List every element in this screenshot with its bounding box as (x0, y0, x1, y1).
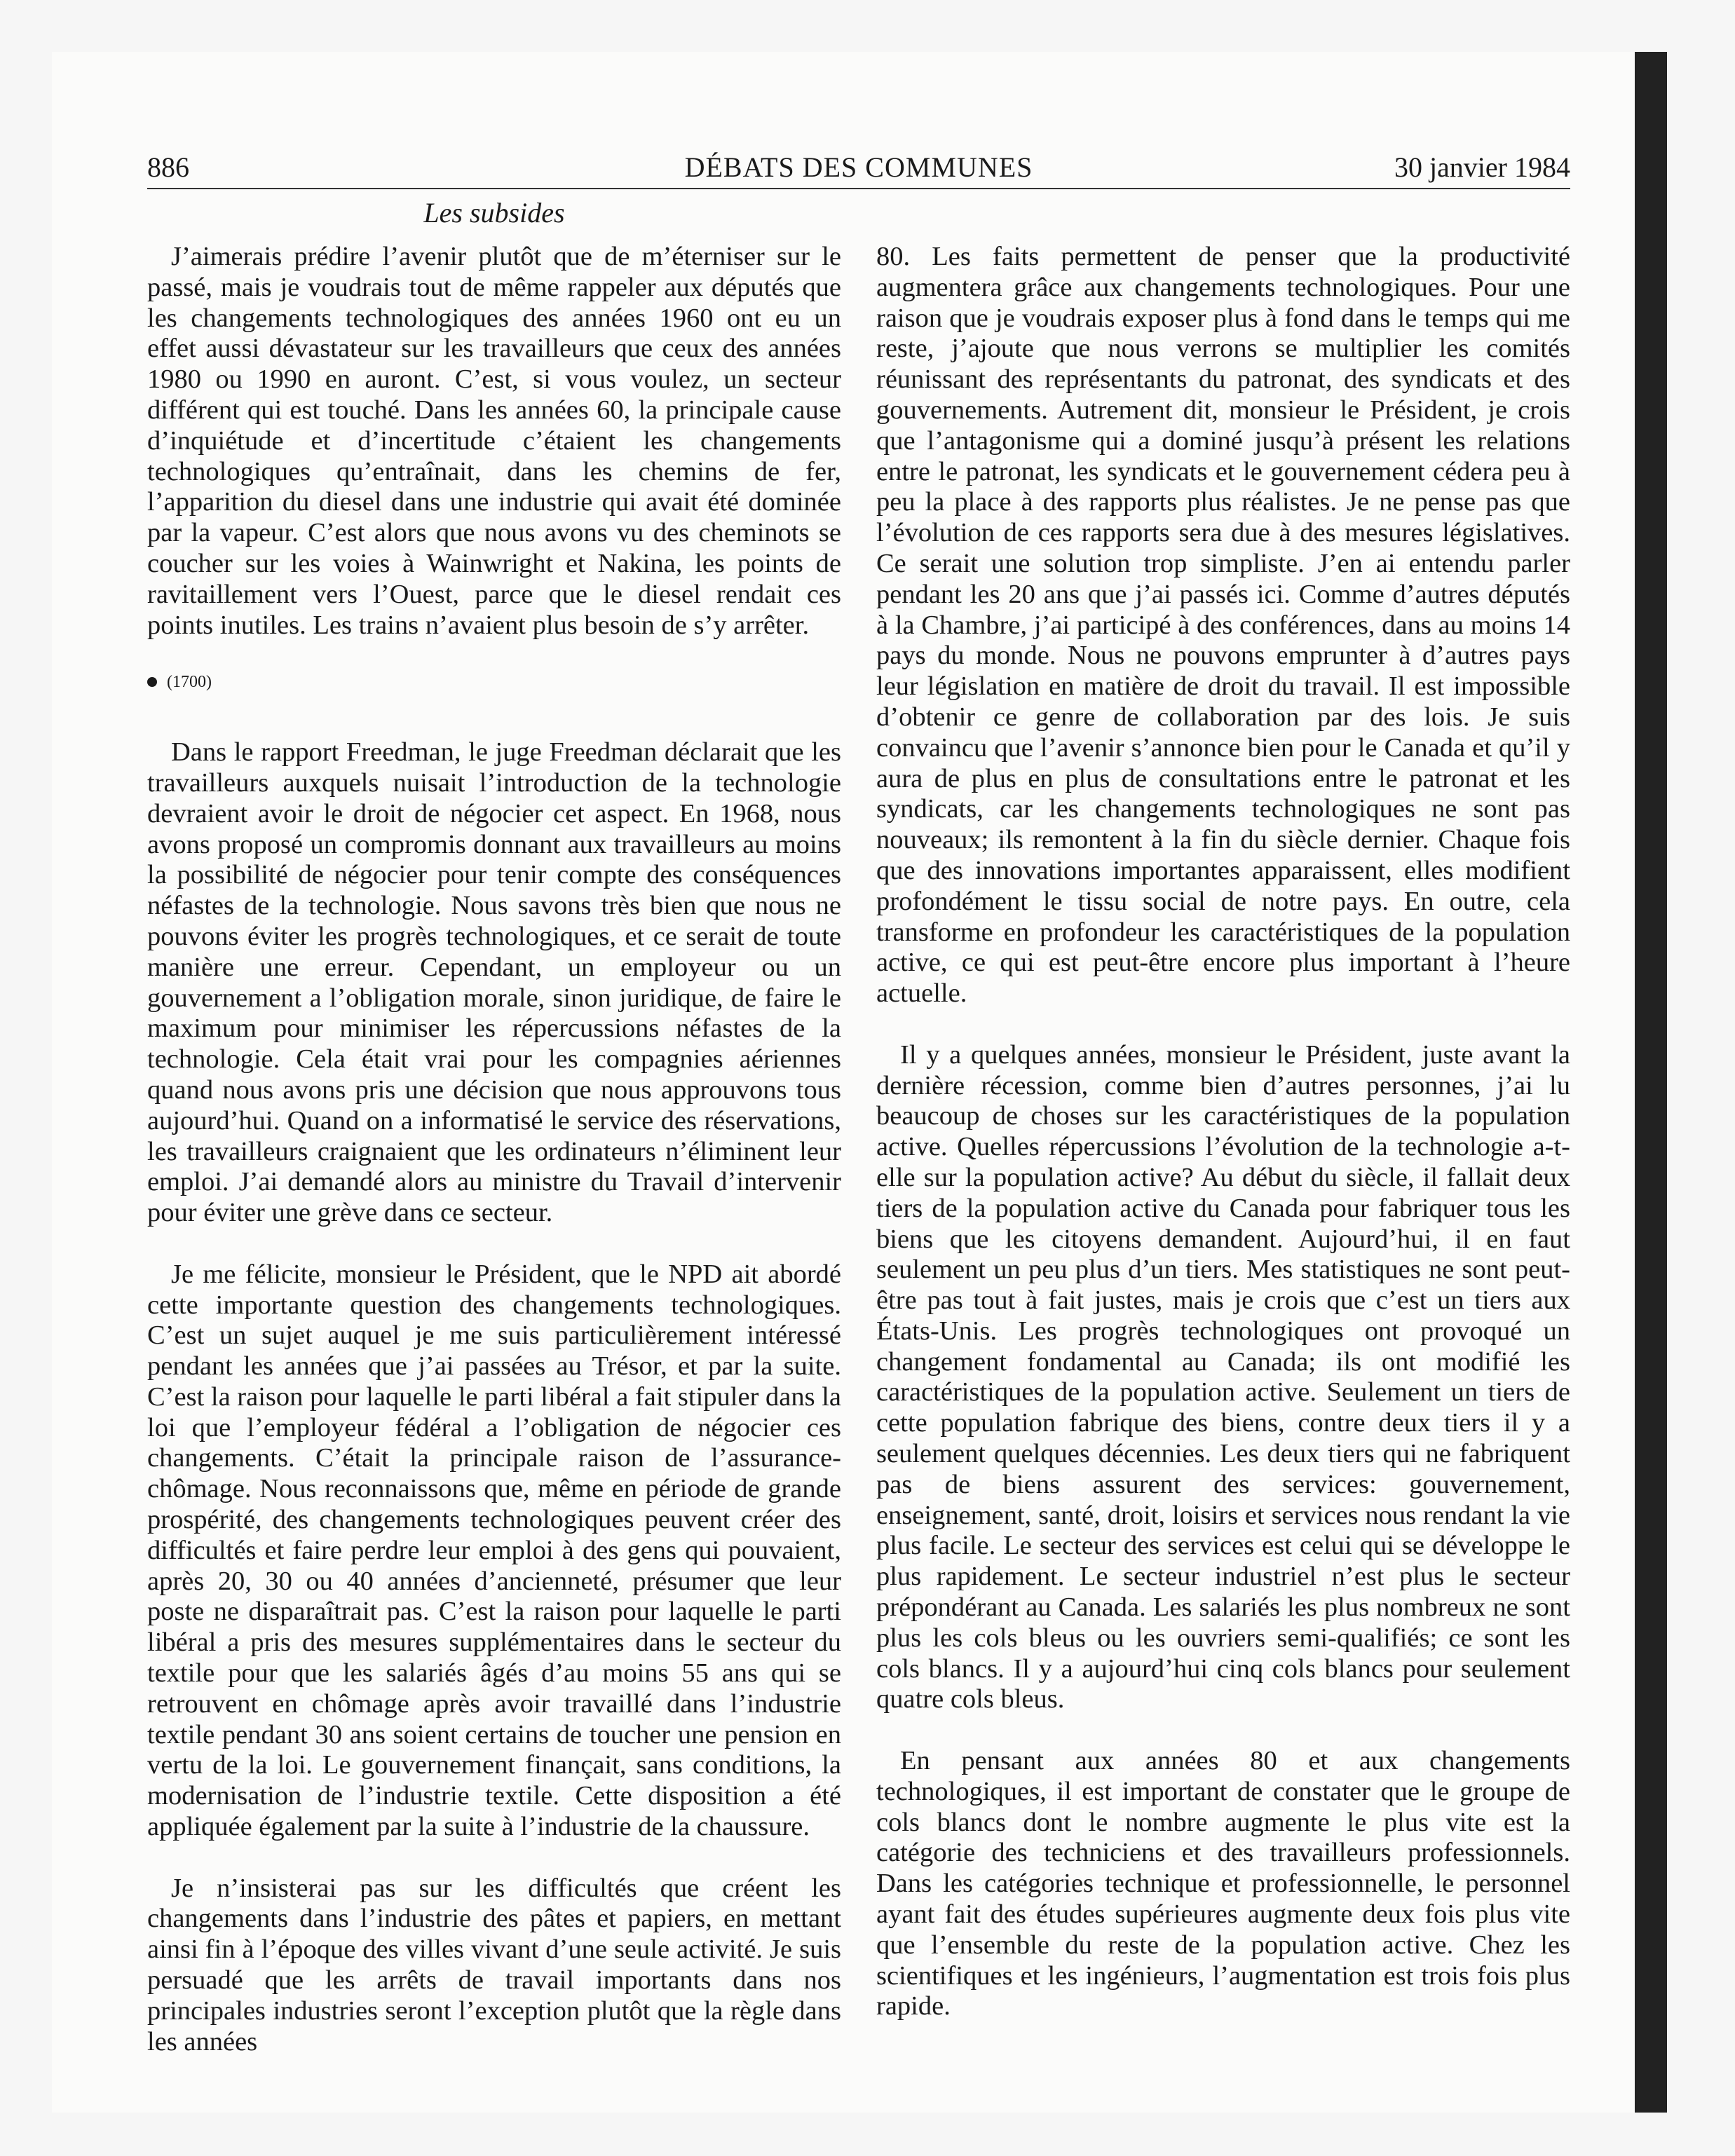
page-date: 30 janvier 1984 (1394, 151, 1570, 183)
publication-title: DÉBATS DES COMMUNES (684, 151, 1033, 183)
left-column (147, 242, 841, 2088)
time-marker-label: (1700) (167, 673, 212, 692)
right-column (876, 242, 1570, 2053)
paragraph: En pensant aux années 80 et aux changements technologiques, il est important de constater que le groupe de cols blancs dont le nombre augmente le plus vite est la catégorie des techniciens et des travailleurs professionnels. Dans les catégories technique et professionnelle, le personnel ayant fait des études supérieures augmente deux fois plus vite que l’ensemble du reste de la population active. Chez les scientifiques et les ingénieurs, l’augmentation est trois fois plus rapide. (876, 1746, 1570, 2021)
bullet-icon (147, 677, 157, 687)
page-number: 886 (147, 151, 189, 183)
paragraph: Dans le rapport Freedman, le juge Freedman déclarait que les travailleurs auxquels nuisait l’introduction de la technologie devraient avoir le droit de négocier cet aspect. En 1968, nous avons proposé un compromis donnant aux travailleurs au moins la possibilité de négocier pour tenir compte des conséquences néfastes de la technologie. Nous savons très bien que nous ne pouvons éviter les progrès technologiques, et ce serait de toute manière une erreur. Cependant, un employeur ou un gouvernement a l’obligation morale, sinon juridique, de faire le maximum pour minimiser les répercussions néfastes de la technologie. Cela était vrai pour les compagnies aériennes quand nous avons pris une décision que nous approuvons tous aujourd’hui. Quand on a informatisé le service des réservations, les travailleurs craignaient que les ordinateurs n’éliminent leur emploi. J’ai demandé alors au ministre du Travail d’intervenir pour éviter une grève dans ce secteur. (147, 737, 841, 1228)
paragraph: J’aimerais prédire l’avenir plutôt que de m’éterniser sur le passé, mais je voudrais tout de même rappeler aux députés que les changements technologiques des années 1960 ont eu un effet aussi dévastateur sur les travailleurs que ceux des années 1980 ou 1990 en auront. C’est, si vous voulez, un secteur différent qui est touché. Dans les années 60, la principale cause d’inquiétude et d’incertitude c’étaient les changements technologiques qu’entraînait, dans les chemins de fer, l’apparition du diesel dans une industrie qui avait été dominée par la vapeur. C’est alors que nous avons vu des cheminots se coucher sur les voies à Wainwright et Nakina, les points de ravitaillement vers l’Ouest, parce que le diesel rendait ces points inutiles. Les trains n’avaient plus besoin de s’y arrêter. (147, 242, 841, 640)
page-header (147, 150, 1570, 189)
time-marker (147, 671, 841, 692)
paragraph: Je n’insisterai pas sur les difficultés que créent les changements dans l’industrie des pâtes et papiers, en mettant ainsi fin à l’époque des villes vivant d’une seule activité. Je suis persuadé que les arrêts de travail importants dans nos principales industries seront l’exception plutôt que la règle dans les années (147, 1873, 841, 2056)
section-title: Les subsides (423, 197, 565, 228)
paragraph: 80. Les faits permettent de penser que la productivité augmentera grâce aux changements technologiques. Pour une raison que je voudrais exposer plus à fond dans le temps qui me reste, j’ajoute que nous verrons se multiplier les comités réunissant des représentants du patronat, des syndicats et des gouvernements. Autrement dit, monsieur le Président, je crois que l’antagonisme qui a dominé jusqu’à présent les relations entre le patronat, les syndicats et le gouvernement cédera peu à peu la place à des rapports plus réalistes. Je ne pense pas que l’évolution de ces rapports sera due à des mesures législatives. Ce serait une solution trop simpliste. J’en ai entendu parler pendant les 20 ans que j’ai passés ici. Comme d’autres députés à la Chambre, j’ai participé à des conférences, dans au moins 14 pays du monde. Nous ne pouvons emprunter à d’autres pays leur législation en matière de droit du travail. Il est impossible d’obtenir ce genre de collaboration par des lois. Je suis convaincu que l’avenir s’annonce bien pour le Canada et qu’il y aura de plus en plus de consultations entre le patronat et les syndicats, car les changements technologiques ne sont pas nouveaux; ils remontent à la fin du siècle dernier. Chaque fois que des innovations importantes apparaissent, elles modifient profondément le tissu social de notre pays. En outre, cela transforme en profondeur les caractéristiques de la population active, ce qui est peut-être encore plus important à l’heure actuelle. (876, 242, 1570, 1009)
paragraph: Il y a quelques années, monsieur le Président, juste avant la dernière récession, comme bien d’autres personnes, j’ai lu beaucoup de choses sur les caractéristiques de la population active. Quelles répercussions l’évolution de la technologie a-t-elle sur la population active? Au début du siècle, il fallait deux tiers de la population active du Canada pour fabriquer tous les biens que les citoyens demandent. Aujourd’hui, il en faut seulement un peu plus d’un tiers. Mes statistiques ne sont peut-être pas tout à fait justes, mais je crois que c’est un tiers aux États-Unis. Les progrès technologiques ont provoqué un changement fondamental au Canada; ils ont modifié les caractéristiques de la population active. Seulement un tiers de cette population fabrique des biens, contre deux tiers il y a seulement quelques décennies. Les deux tiers qui ne fabriquent pas de biens assurent des services: gouvernement, enseignement, santé, droit, loisirs et services nous rendant la vie plus facile. Le secteur des services est celui qui se développe le plus rapidement. Le secteur industriel n’est plus le secteur prépondérant au Canada. Les salariés les plus nombreux ne sont plus les cols bleus ou les ouvriers semi-qualifiés; ce sont les cols blancs. Il y a aujourd’hui cinq cols blancs pour seulement quatre cols bleus. (876, 1039, 1570, 1714)
scan-border (1635, 52, 1667, 2113)
paragraph: Je me félicite, monsieur le Président, que le NPD ait abordé cette importante question des changements technologiques. C’est un sujet auquel je me suis particulièrement intéressé pendant les années que j’ai passées au Trésor, et par la suite. C’est la raison pour laquelle le parti libéral a fait stipuler dans la loi que l’employeur fédéral a l’obligation de négocier ces changements. C’était la principale raison de l’assurance-chômage. Nous reconnaissons que, même en période de grande prospérité, des changements technologiques peuvent créer des difficultés et faire perdre leur emploi à des gens qui pouvaient, après 20, 30 ou 40 années d’ancienneté, présumer que leur poste ne disparaîtrait pas. C’est la raison pour laquelle le parti libéral a pris des mesures supplémentaires dans le secteur du textile pour que les salariés âgés d’au moins 55 ans qui se retrouvent en chômage après avoir travaillé dans l’industrie textile pendant 30 ans soient certains de toucher une pension en vertu de la loi. Le gouvernement finançait, sans conditions, la modernisation de l’industrie textile. Cette disposition a été appliquée également par la suite à l’industrie de la chaussure. (147, 1259, 841, 1842)
